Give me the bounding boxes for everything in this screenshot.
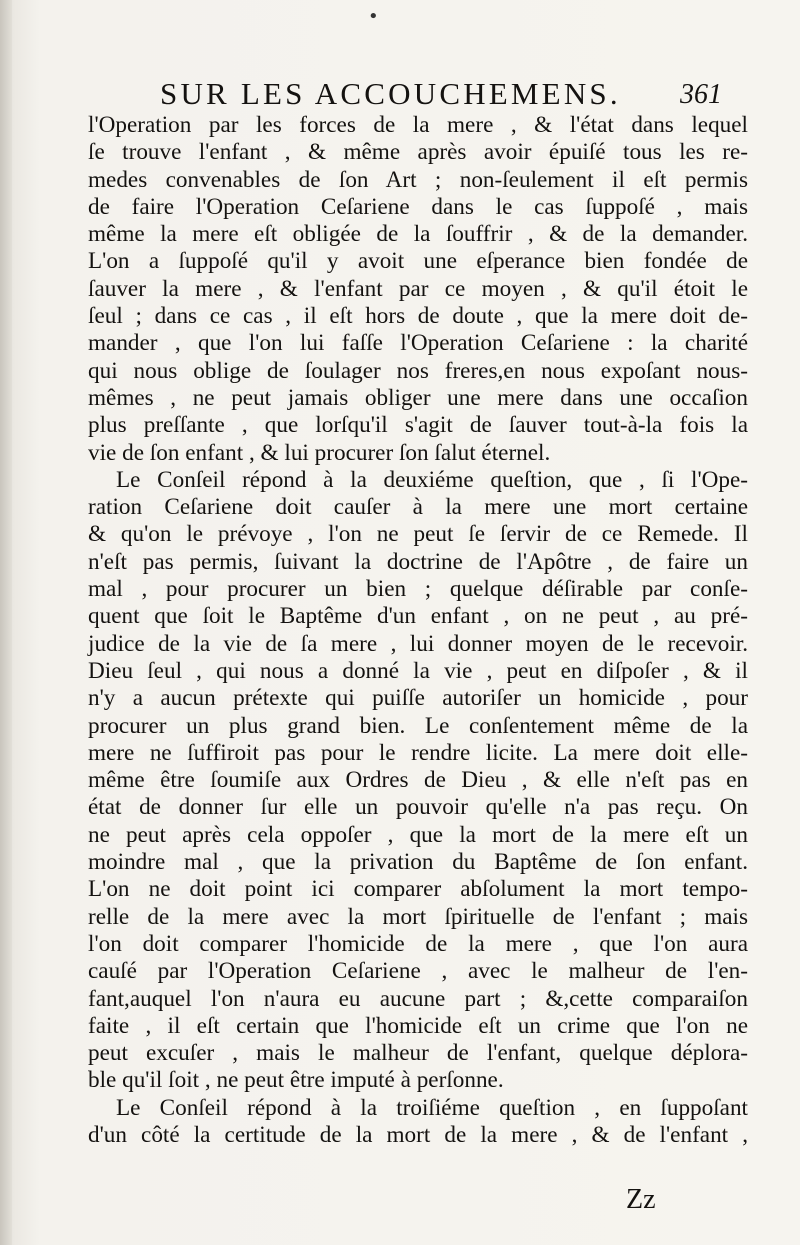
text-line: ſe trouve l'enfant , & même après avoir épuiſé tous les re- [88, 139, 748, 166]
text-line: n'y a aucun prétexte qui puiſſe autoriſer un homicide , pour [88, 685, 748, 712]
text-line: relle de la mere avec la mort ſpirituelle de l'enfant ; mais [88, 903, 748, 930]
text-line: même être ſoumiſe aux Ordres de Dieu , & elle n'eſt pas en [88, 767, 748, 794]
text-line: L'on a ſuppoſé qu'il y avoit une eſperance bien fondée de [88, 248, 748, 275]
text-line: état de donner ſur elle un pouvoir qu'elle n'a pas reçu. On [88, 794, 748, 821]
text-line: cauſé par l'Operation Ceſariene , avec le malheur de l'en- [88, 958, 748, 985]
page-number: 361 [680, 79, 722, 110]
running-title: SUR LES ACCOUCHEMENS. [160, 76, 621, 111]
text-line: peut excuſer , mais le malheur de l'enfant, quelque déplora- [88, 1040, 748, 1067]
text-line: ration Ceſariene doit cauſer à la mere une mort certaine [88, 494, 748, 521]
text-line: mander , que l'on lui faſſe l'Operation Ceſariene : la charité [88, 330, 748, 357]
text-line: plus preſſante , que lorſqu'il s'agit de ſauver tout-à-la fois la [88, 412, 748, 439]
text-line: medes convenables de ſon Art ; non-ſeulement il eſt permis [88, 166, 748, 193]
paragraph-end-line: ble qu'il ſoit , ne peut être imputé à perſonne. [88, 1067, 504, 1094]
text-line: moindre mal , que la privation du Baptême de ſon enfant. [88, 849, 748, 876]
text-line: fant,auquel l'on n'aura eu aucune part ; &,cette comparaiſon [88, 985, 748, 1012]
text-line: faite , il eſt certain que l'homicide eſt un crime que l'on ne [88, 1012, 748, 1039]
text-line: L'on ne doit point ici comparer abſolument la mort tempo- [88, 876, 748, 903]
paragraph-start-line: Le Conſeil répond à la troiſiéme queſtion , en ſuppoſant [116, 1094, 748, 1121]
text-line: procurer un plus grand bien. Le conſentement même de la [88, 712, 748, 739]
signature-mark: Zz [626, 1184, 656, 1215]
ornament-dot: • [368, 6, 379, 27]
text-line: l'Operation par les forces de la mere , & l'état dans lequel [88, 112, 748, 138]
text-line: de faire l'Operation Ceſariene dans le cas ſuppoſé , mais [88, 193, 748, 220]
text-line: mere ne ſuffiroit pas pour le rendre licite. La mere doit elle- [88, 739, 748, 766]
text-line: ſeul ; dans ce cas , il eſt hors de doute , que la mere doit de- [88, 303, 748, 330]
text-line: mêmes , ne peut jamais obliger une mere dans une occaſion [88, 384, 748, 411]
text-line: & qu'on le prévoye , l'on ne peut ſe ſervir de ce Remede. Il [88, 521, 748, 548]
text-line: ne peut après cela oppoſer , que la mort de la mere eſt un [88, 821, 748, 848]
paragraph-start-line: Le Conſeil répond à la deuxiéme queſtion, que , ſi l'Ope- [116, 466, 748, 493]
text-line: même la mere eſt obligée de la ſouffrir , & de la demander. [88, 221, 748, 248]
text-line: judice de la vie de ſa mere , lui donner moyen de le recevoir. [88, 630, 748, 657]
text-line: d'un côté la certitude de la mort de la mere , & de l'enfant , [88, 1121, 748, 1148]
text-line: Dieu ſeul , qui nous a donné la vie , peut en diſpoſer , & il [88, 657, 748, 684]
text-line: n'eſt pas permis, ſuivant la doctrine de l'Apôtre , de faire un [88, 548, 748, 575]
text-line: l'on doit comparer l'homicide de la mere , que l'on aura [88, 930, 748, 957]
paragraph-end-line: vie de ſon enfant , & lui procurer ſon ſalut éternel. [88, 439, 551, 466]
page-gutter-shadow [0, 0, 12, 1245]
text-line: quent que ſoit le Baptême d'un enfant , on ne peut , au pré- [88, 603, 748, 630]
body-text [88, 112, 748, 1149]
text-line: qui nous oblige de ſoulager nos freres,en nous expoſant nous- [88, 357, 748, 384]
text-line: ſauver la mere , & l'enfant par ce moyen , & qu'il étoit le [88, 275, 748, 302]
text-line: mal , pour procurer un bien ; quelque déſirable par conſe- [88, 576, 748, 603]
running-head [0, 76, 800, 116]
